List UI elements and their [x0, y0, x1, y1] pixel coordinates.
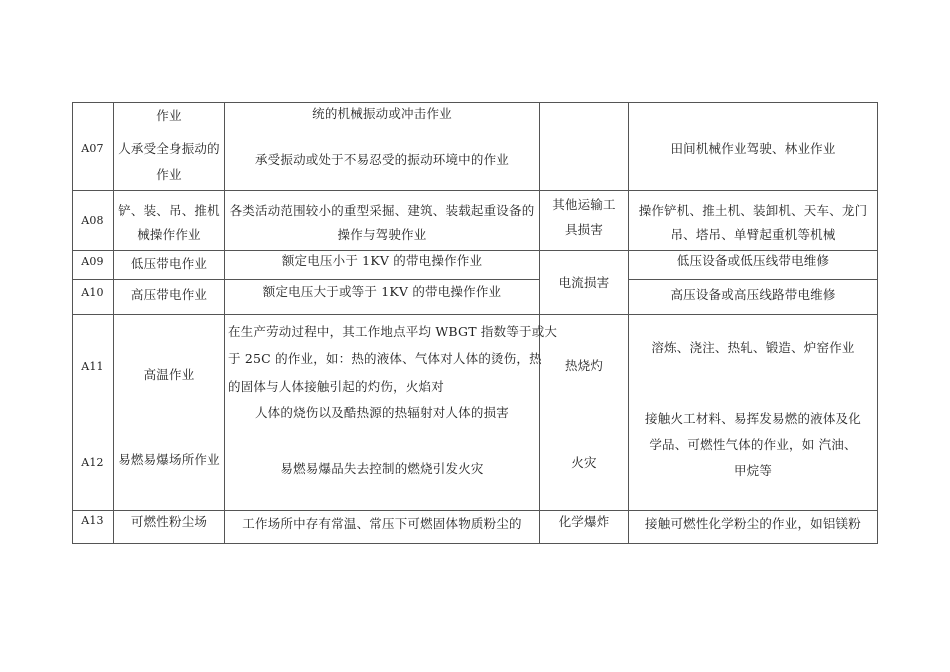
example-a12-line1: 接触火工材料、易挥发易燃的液体及化 — [645, 411, 861, 426]
name-a08-line2: 械操作作业 — [137, 227, 201, 242]
desc-a11-line3: 的固体与人体接触引起的灼伤，火焰对 — [228, 379, 444, 394]
desc-a11-line4: 人体的烧伤以及酷热源的热辐射对人体的损害 — [254, 405, 509, 420]
name-a12: 易燃易爆场所作业 — [118, 452, 220, 467]
desc-a13: 工作场所中存有常温、常压下可燃固体物质粉尘的 — [242, 516, 522, 531]
col-divider — [539, 102, 540, 544]
harm-a08-line2: 具损害 — [564, 222, 604, 237]
harm-a12: 火灾 — [571, 455, 597, 470]
example-a09: 低压设备或低压线带电维修 — [676, 253, 830, 268]
name-a10: 高压带电作业 — [130, 287, 208, 302]
table-border-top — [72, 102, 878, 103]
col-divider — [224, 102, 225, 544]
desc-a08-line1: 各类活动范围较小的重型采掘、建筑、装载起重设备的 — [229, 203, 535, 218]
example-a10: 高压设备或高压线路带电维修 — [670, 287, 836, 302]
hazard-table — [72, 102, 878, 544]
example-a08-line1: 操作铲机、推土机、装卸机、天车、龙门 — [638, 203, 868, 218]
desc-a11-line1: 在生产劳动过程中，其工作地点平均 WBGT 指数等于或大 — [228, 324, 558, 339]
desc-a11-line2: 于 25C 的作业，如：热的液体、气体对人体的烫伤，热 — [228, 351, 542, 366]
name-a07-line2: 人承受全身振动的 — [118, 141, 220, 156]
example-a12-line3: 甲烷等 — [733, 463, 773, 478]
row-divider — [72, 190, 878, 191]
desc-a07-line1: 统的机械振动或冲击作业 — [312, 106, 452, 121]
code-a11: A11 — [81, 360, 104, 373]
row-divider — [628, 279, 878, 280]
row-divider — [72, 250, 878, 251]
table-border-left — [72, 102, 73, 544]
desc-a08-line2: 操作与驾驶作业 — [337, 227, 427, 242]
name-a09: 低压带电作业 — [130, 256, 208, 271]
harm-a08-line1: 其他运输工 — [552, 197, 616, 212]
name-a08-line1: 铲、装、吊、推机 — [118, 203, 220, 218]
row-divider — [72, 314, 878, 315]
code-a12: A12 — [81, 456, 104, 469]
name-a13: 可燃性粉尘场 — [130, 514, 208, 529]
table-border-bottom — [72, 543, 878, 544]
example-a07: 田间机械作业驾驶、林业作业 — [670, 141, 836, 156]
table-border-right — [877, 102, 878, 544]
name-a07-line1: 作业 — [156, 108, 182, 123]
desc-a09: 额定电压小于 1KV 的带电操作作业 — [281, 253, 483, 268]
desc-a12: 易燃易爆品失去控制的燃烧引发火灾 — [280, 461, 484, 476]
example-a11: 溶炼、浇注、热轧、锻造、炉窑作业 — [651, 340, 855, 355]
code-a08: A08 — [81, 214, 104, 227]
code-a07: A07 — [81, 142, 104, 155]
harm-a13: 化学爆炸 — [558, 514, 610, 529]
example-a13: 接触可燃性化学粉尘的作业，如铝镁粉 — [645, 516, 861, 531]
harm-electric: 电流损害 — [558, 275, 610, 290]
desc-a10: 额定电压大于或等于 1KV 的带电操作作业 — [262, 284, 502, 299]
example-a12-line2: 学品、可燃性气体的作业，如 汽油、 — [649, 437, 857, 452]
row-divider — [72, 510, 878, 511]
name-a07-line3: 作业 — [156, 167, 182, 182]
code-a13: A13 — [81, 514, 104, 527]
harm-a11: 热烧灼 — [564, 358, 604, 373]
desc-a07-line2: 承受振动或处于不易忍受的振动环境中的作业 — [254, 152, 509, 167]
row-divider — [72, 279, 539, 280]
code-a09: A09 — [81, 255, 104, 268]
example-a08-line2: 吊、塔吊、单臂起重机等机械 — [670, 227, 836, 242]
name-a11: 高温作业 — [143, 367, 195, 382]
code-a10: A10 — [81, 286, 104, 299]
